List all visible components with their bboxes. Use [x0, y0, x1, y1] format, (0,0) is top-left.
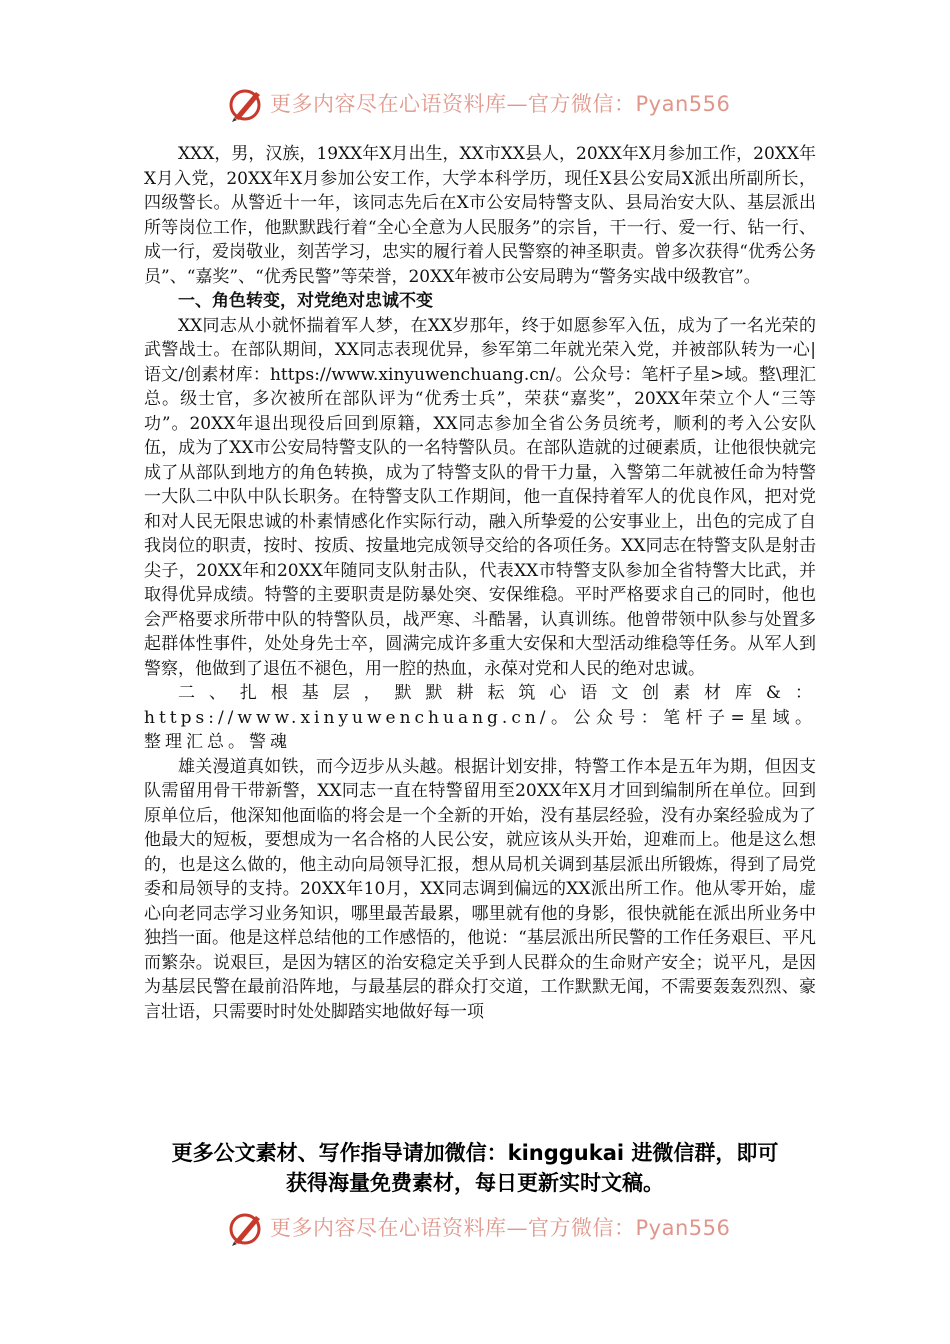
header-banner — [0, 82, 950, 126]
pen-logo-icon — [226, 84, 266, 124]
paragraph-section-2: 雄关漫道真如铁，而今迈步从头越。根据计划安排，特警工作本是五年为期，但因支队需留用骨干带新警，XX同志一直在特警留用至20XX年X月才回到编制所在单位。回到原单位后，他深知他面临的将会是一个全新的开始，没有基层经验，没有办案经验成为了他最大的短板，要想成为一名合格的人民公安，就应该从头开始，迎难而上。他是这么想的，也是这么做的，他主动向局领导汇报，想从局机关调到基层派出所锻炼，得到了局党委和局领导的支持。20XX年10月，XX同志调到偏远的XX派出所工作。他从零开始，虚心向老同志学习业务知识，哪里最苦最累，哪里就有他的身影，很快就能在派出所业务中独挡一面。他是这样总结他的工作感悟的，他说：“基层派出所民警的工作任务艰巨、平凡而繁杂。说艰巨，是因为辖区的治安稳定关乎到人民群众的生命财产安全；说平凡，是因为基层民警在最前沿阵地，与最基层的群众打交道，工作默默无闻，不需要轰轰烈烈、豪言壮语，只需要时时处处脚踏实地做好每一项 — [144, 756, 816, 1022]
banner-text — [270, 88, 730, 118]
wechat-id: Pyan556 — [635, 92, 731, 116]
section-heading-1: 一、角色转变，对党绝对忠诚不变 — [178, 291, 433, 311]
document-body — [144, 142, 816, 1024]
promo-notice — [120, 1138, 830, 1198]
paragraph-intro: XXX，男，汉族，19XX年X月出生，XX市XX县人，20XX年X月参加工作，20XX年X月入党，20XX年X月参加公安工作，大学本科学历，现任X县公安局X派出所副所长，四级警长。从警近十一年，该同志先后在X市公安局特警支队、县局治安大队、基层派出所等岗位工作，他默默践行着“全心全意为人民服务”的宗旨，干一行、爱一行、钻一行、成一行，爱岗敬业，刻苦学习，忠实的履行着人民警察的神圣职责。曾多次获得“优秀公务员”、“嘉奖”、“优秀民警”等荣誉，20XX年被市公安局聘为“警务实战中级教官”。 — [144, 144, 816, 287]
promo-line-2: 获得海量免费素材，每日更新实时文稿。 — [286, 1171, 664, 1195]
footer-banner — [0, 1206, 950, 1250]
section-heading-2: 二、扎根基层，默默耕耘筑心语文创素材库&：https://www.xinyuwenchuang.cn/。公众号：笔杆子=星域。整理汇总。警魂 — [144, 683, 816, 752]
banner-label: 更多内容尽在心语资料库—官方微信： — [270, 1216, 636, 1240]
promo-line-1: 更多公文素材、写作指导请加微信：kinggukai 进微信群，即可 — [171, 1141, 779, 1165]
pen-logo-icon — [226, 1208, 266, 1248]
paragraph-section-1: XX同志从小就怀揣着军人梦，在XX岁那年，终于如愿参军入伍，成为了一名光荣的武警战士。在部队期间，XX同志表现优异，参军第二年就光荣入党，并被部队转为一心|语文/创素材库：https://www.xinyuwenchuang.cn/。公众号：笔杆子星>域。整\理汇总。级士官，多次被所在部队评为“优秀士兵”，荣获“嘉奖”，20XX年荣立个人“三等功”。20XX年退出现役后回到原籍，XX同志参加全省公务员统考，顺利的考入公安队伍，成为了XX市公安局特警支队的一名特警队员。在部队造就的过硬素质，让他很快就完成了从部队到地方的角色转换，成为了特警支队的骨干力量，入警第二年就被任命为特警一大队二中队中队长职务。在特警支队工作期间，他一直保持着军人的优良作风，把对党和对人民无限忠诚的朴素情感化作实际行动，融入所挚爱的公安事业上，出色的完成了自我岗位的职责，按时、按质、按量地完成领导交给的各项任务。XX同志在特警支队是射击尖子，20XX年和20XX年随同支队射击队，代表XX市特警支队参加全省特警大比武，并取得优异成绩。特警的主要职责是防暴处突、安保维稳。平时严格要求自己的同时，他也会严格要求所带中队的特警队员，战严寒、斗酷暑，认真训练。他曾带领中队参与处置多起群体性事件，处处身先士卒，圆满完成许多重大安保和大型活动维稳等任务。从军人到警察，他做到了退伍不褪色，用一腔的热血，永葆对党和人民的绝对忠诚。 — [144, 315, 816, 679]
wechat-id: Pyan556 — [635, 1216, 731, 1240]
banner-label: 更多内容尽在心语资料库—官方微信： — [270, 92, 636, 116]
banner-text — [270, 1212, 730, 1242]
